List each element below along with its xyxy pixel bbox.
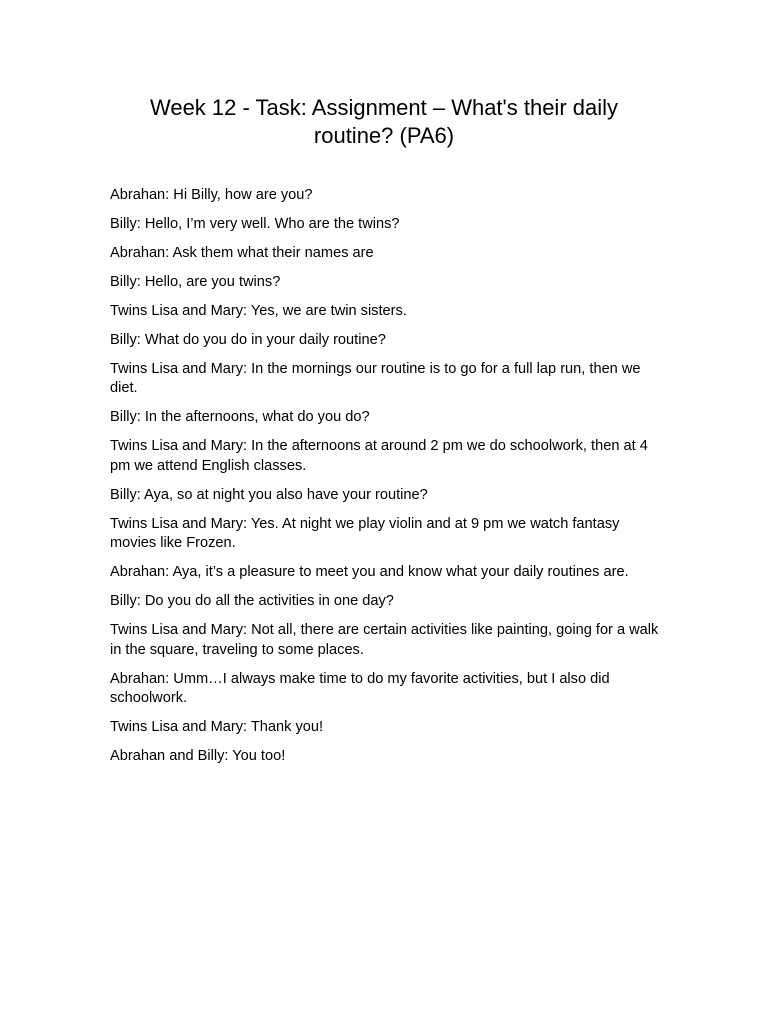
dialogue-line: Billy: In the afternoons, what do you do? [110,409,370,426]
page-title-line-1: Week 12 - Task: Assignment – What's their daily [149,95,619,120]
dialogue-line: Twins Lisa and Mary: In the afternoons at around 2 pm we do schoolwork, then at 4 pm we attend English classes. [110,438,648,474]
dialogue-list [110,186,662,766]
page-title-line-2: routine? (PA6) [313,123,455,148]
dialogue-line: Twins Lisa and Mary: In the mornings our routine is to go for a full lap run, then we diet. [110,361,641,397]
dialogue-line: Abrahan: Umm…I always make time to do my favorite activities, but I also did schoolwork. [110,670,610,707]
dialogue-line: Twins Lisa and Mary: Thank you! [110,719,324,736]
dialogue-line: Abrahan: Ask them what their names are [110,245,374,261]
dialogue-line: Abrahan and Billy: You too! [110,748,286,765]
dialogue-line: Billy: Aya, so at night you also have your routine? [110,486,428,503]
dialogue-line: Billy: Do you do all the activities in one day? [110,593,394,610]
page-title [104,94,664,150]
dialogue-line: Billy: Hello, are you twins? [110,274,281,290]
dialogue-line: Abrahan: Aya, it’s a pleasure to meet you and know what your daily routines are. [110,564,629,581]
dialogue-line: Twins Lisa and Mary: Yes. At night we play violin and at 9 pm we watch fantasy movies like Frozen. [110,515,620,552]
dialogue-line: Twins Lisa and Mary: Yes, we are twin sisters. [110,303,407,319]
dialogue-line: Billy: What do you do in your daily routine? [110,332,386,348]
dialogue-line: Twins Lisa and Mary: Not all, there are certain activities like painting, going for a walk in the square, traveling to some places. [110,622,659,658]
dialogue-line: Billy: Hello, I’m very well. Who are the twins? [110,216,400,232]
dialogue-line: Abrahan: Hi Billy, how are you? [110,187,313,203]
